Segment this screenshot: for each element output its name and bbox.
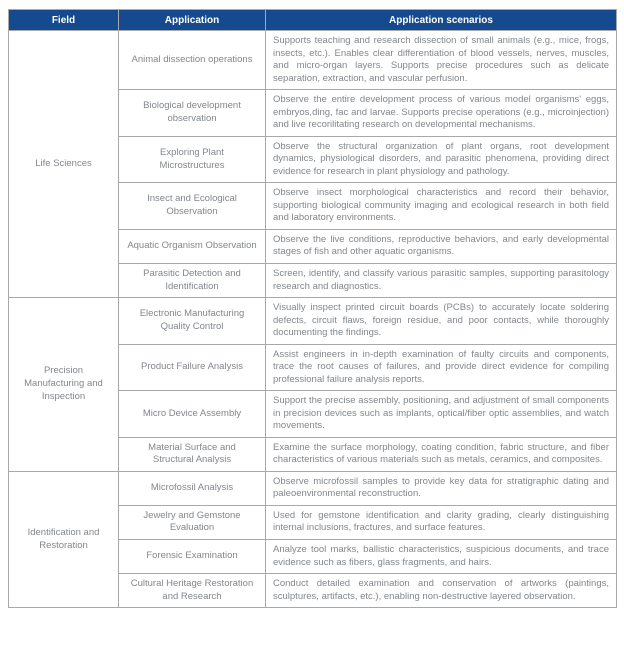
scenario-cell: Used for gemstone identification and clarity grading, clearly distinguishing internal inclusions, fractures, and surface features. [266,505,617,539]
application-cell: Material Surface and Structural Analysis [119,437,266,471]
scenario-cell: Support the precise assembly, positioning, and adjustment of small components in precision devices such as implants, optical/fiber optic assemblies, and watch movements. [266,391,617,438]
application-cell: Parasitic Detection and Identification [119,263,266,297]
scenario-cell: Analyze tool marks, ballistic characteristics, suspicious documents, and trace evidence such as fibers, glass fragments, and hairs. [266,540,617,574]
field-cell: Precision Manufacturing and Inspection [9,298,119,472]
application-cell: Insect and Ecological Observation [119,183,266,230]
application-cell: Microfossil Analysis [119,471,266,505]
application-cell: Product Failure Analysis [119,344,266,391]
scenario-cell: Supports teaching and research dissection of small animals (e.g., mice, frogs, insects, etc.). Enables clear differentiation of blood vessels, nerves, muscles, and micro-organ layers. Supports precise procedures such as delicate separation, extraction, and vascular perfusion. [266,31,617,90]
scenario-cell: Assist engineers in in-depth examination of faulty circuits and components, trace the root causes of failures, and provide direct evidence for compiling professional failure analysis reports. [266,344,617,391]
application-cell: Exploring Plant Microstructures [119,136,266,183]
application-cell: Aquatic Organism Observation [119,229,266,263]
scenario-cell: Examine the surface morphology, coating condition, fabric structure, and fiber characteristics of various materials such as metals, ceramics, and composites. [266,437,617,471]
table-row [9,298,617,345]
table-row [9,471,617,505]
column-header-application-scenarios: Application scenarios [266,10,617,31]
application-cell: Electronic Manufacturing Quality Control [119,298,266,345]
table-row [9,31,617,90]
scenario-cell: Observe insect morphological characteristics and record their behavior, supporting biological community imaging and ecological research in both field and laboratory environments. [266,183,617,230]
field-cell: Life Sciences [9,31,119,298]
application-scenarios-table [8,9,617,608]
application-cell: Micro Device Assembly [119,391,266,438]
scenario-cell: Screen, identify, and classify various parasitic samples, supporting parasitology research and diagnostics. [266,263,617,297]
scenario-cell: Visually inspect printed circuit boards (PCBs) to accurately locate soldering defects, circuit flaws, foreign residue, and poor contacts, while thoroughly documenting the findings. [266,298,617,345]
application-cell: Cultural Heritage Restoration and Research [119,574,266,608]
field-cell: Identification and Restoration [9,471,119,607]
scenario-cell: Observe the live conditions, reproductive behaviors, and early developmental stages of fish and other aquatic organisms. [266,229,617,263]
application-cell: Biological development observation [119,90,266,137]
application-cell: Forensic Examination [119,540,266,574]
scenario-cell: Observe the structural organization of plant organs, root development dynamics, physiological disorders, and parasitic phenomena, providing direct evidence for research in plant physiology and pathology. [266,136,617,183]
scenario-cell: Observe microfossil samples to provide key data for stratigraphic dating and paleoenvironmental reconstruction. [266,471,617,505]
scenario-cell: Observe the entire development process of various model organisms' eggs, embryos,ding, fac and larvae. Supports precise operations (e.g., microinjection) and live recorilitating research on developmental mechanisms. [266,90,617,137]
scenario-cell: Conduct detailed examination and conservation of artworks (paintings, sculptures, artifacts, etc.), enabling non-destructive layered observation. [266,574,617,608]
column-header-application: Application [119,10,266,31]
table-header-row [9,10,617,31]
application-cell: Animal dissection operations [119,31,266,90]
column-header-field: Field [9,10,119,31]
application-cell: Jewelry and Gemstone Evaluation [119,505,266,539]
